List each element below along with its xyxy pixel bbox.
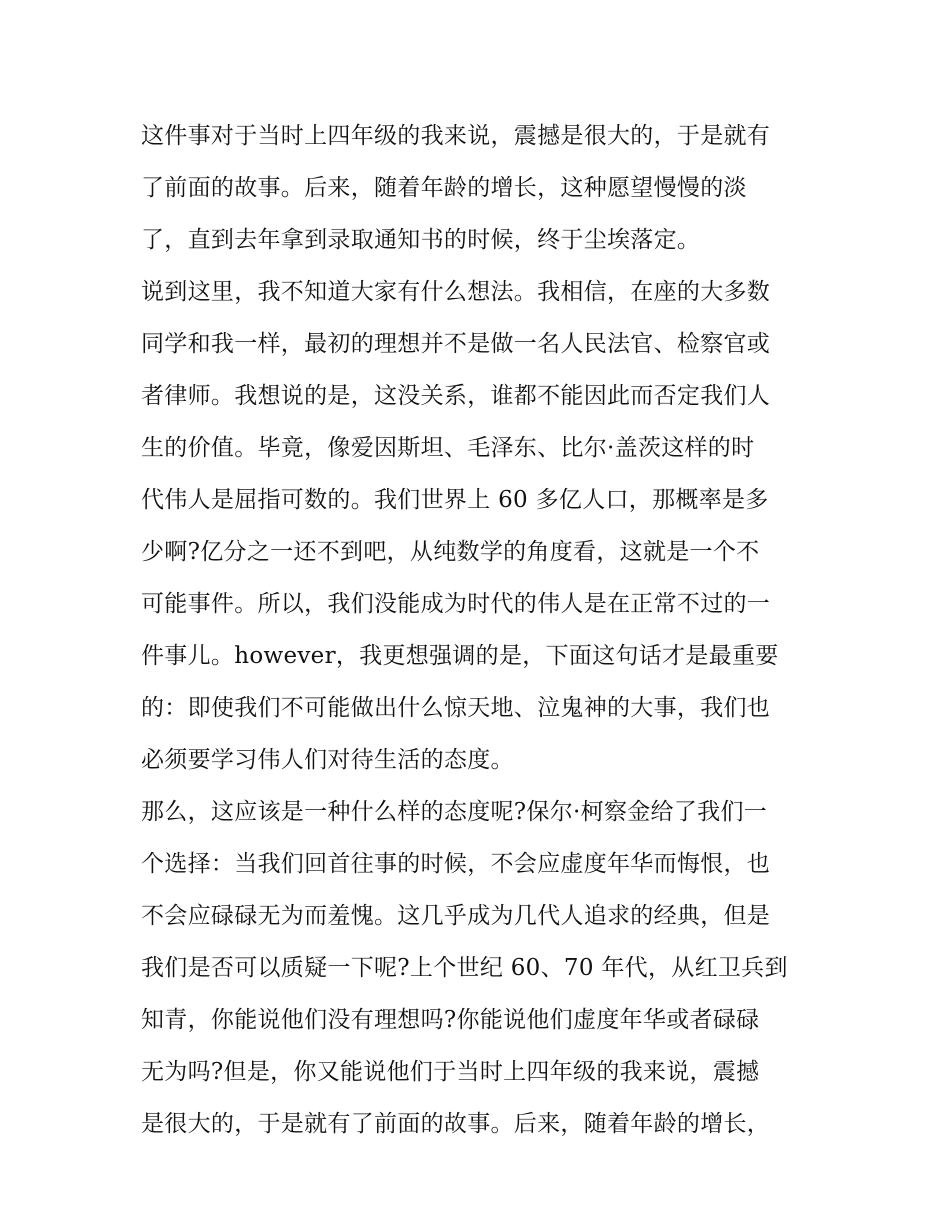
text-line: 知青，你能说他们没有理想吗?你能说他们虚度年华或者碌碌 (141, 1007, 760, 1033)
text-line: 不会应碌碌无为而羞愧。这几乎成为几代人追求的经典，但是 (141, 903, 771, 929)
text-line: 了前面的故事。后来，随着年龄的增长，这种愿望慢慢的淡 (141, 175, 747, 201)
text-line: 生的价值。毕竟，像爱因斯坦、毛泽东、比尔·盖茨这样的时 (141, 435, 755, 461)
text-line: 个选择：当我们回首往事的时候，不会应虚度年华而悔恨，也 (141, 851, 771, 877)
text-line: 这件事对于当时上四年级的我来说，震撼是很大的，于是就有 (141, 123, 771, 149)
text-line: 是很大的，于是就有了前面的故事。后来，随着年龄的增长， (141, 1111, 771, 1137)
text-line: 同学和我一样，最初的理想并不是做一名人民法官、检察官或 (141, 331, 771, 357)
text-line: 无为吗?但是，你又能说他们于当时上四年级的我来说，震撼 (141, 1059, 760, 1085)
text-line: 必须要学习伟人们对待生活的态度。 (141, 747, 514, 773)
text-line: 可能事件。所以，我们没能成为时代的伟人是在正常不过的一 (141, 591, 771, 617)
text-line: 件事儿。however，我更想强调的是，下面这句话才是最重要 (141, 643, 779, 669)
text-line: 那么，这应该是一种什么样的态度呢?保尔·柯察金给了我们一 (141, 799, 768, 825)
body-text (141, 110, 821, 1150)
text-line: 者律师。我想说的是，这没关系，谁都不能因此而否定我们人 (141, 383, 771, 409)
text-line: 了，直到去年拿到录取通知书的时候，终于尘埃落定。 (141, 227, 701, 253)
text-line: 说到这里，我不知道大家有什么想法。我相信，在座的大多数 (141, 279, 771, 305)
text-line: 我们是否可以质疑一下呢?上个世纪 60、70 年代，从红卫兵到 (141, 955, 788, 981)
text-line: 代伟人是屈指可数的。我们世界上 60 多亿人口，那概率是多 (141, 487, 769, 513)
text-line: 的：即使我们不可能做出什么惊天地、泣鬼神的大事，我们也 (141, 695, 771, 721)
text-line: 少啊?亿分之一还不到吧，从纯数学的角度看，这就是一个不 (141, 539, 760, 565)
